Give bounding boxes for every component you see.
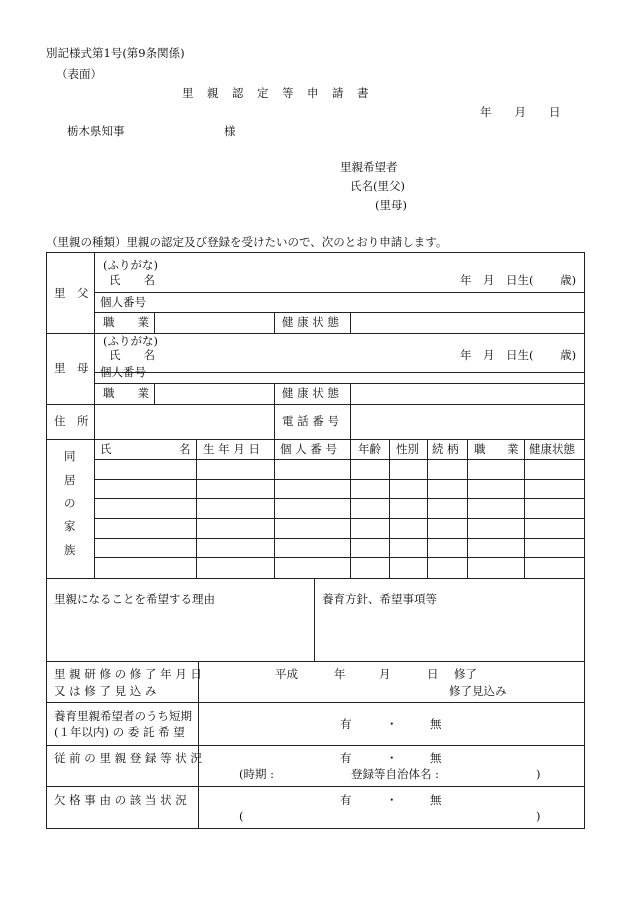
rule: [94, 479, 584, 480]
training-expected: 修了見込み: [449, 684, 507, 698]
shortterm-yes: 有: [340, 717, 352, 731]
shortterm-label-line1: 養育里親希望者のうち短期: [54, 709, 192, 723]
rule: [94, 292, 584, 293]
shortterm-no: 無: [430, 717, 442, 731]
father-mynumber-label: 個人番号: [100, 295, 146, 309]
household-col-sex: 性別: [396, 442, 419, 456]
rule: [94, 538, 584, 539]
rule: [94, 372, 584, 373]
household-col-mynumber: 個 人 番 号: [280, 442, 337, 456]
training-label-line1: 里 親 研 修 の 修 了 年 月 日: [54, 667, 202, 681]
rule: [46, 439, 584, 440]
father-section-label: 里 父: [54, 286, 89, 300]
previous-dot: ・: [386, 751, 398, 765]
rule: [46, 702, 584, 703]
rule: [46, 786, 584, 787]
rule: [94, 252, 95, 578]
previous-label: 従 前 の 里 親 登 録 等 状 況: [54, 751, 202, 765]
phone-label: 電 話 番 号: [282, 414, 339, 428]
father-furigana-label: (ふりがな): [103, 258, 158, 272]
rule: [94, 312, 584, 313]
training-day: 日: [427, 667, 439, 681]
side-indicator: （表面）: [56, 67, 102, 81]
rule: [350, 439, 351, 578]
household-label-char: 同: [64, 449, 76, 463]
rule: [427, 439, 428, 578]
previous-no: 無: [430, 751, 442, 765]
household-label-char: 家: [64, 519, 76, 533]
rule: [274, 383, 275, 404]
rule: [314, 578, 315, 661]
disqualification-close-paren: ): [536, 809, 541, 823]
mother-occupation-label: 職 業: [103, 386, 149, 400]
policy-label: 養育方針、希望事項等: [322, 592, 437, 606]
reason-label: 里親になることを希望する理由: [54, 592, 215, 606]
household-label-char: 族: [64, 543, 76, 557]
rule: [196, 439, 197, 578]
rule: [94, 498, 584, 499]
mother-birth-label: 年 月 日生( 歳): [460, 348, 577, 362]
rule: [274, 312, 275, 333]
applicant-name-label: 氏名(里父): [350, 179, 405, 193]
household-col-age: 年齢: [358, 442, 381, 456]
household-label-char: の: [64, 496, 76, 510]
mother-health-label: 健 康 状 態: [282, 386, 339, 400]
father-occupation-label: 職 業: [103, 315, 149, 329]
father-health-label: 健 康 状 態: [282, 315, 339, 329]
rule: [467, 439, 468, 578]
rule: [46, 661, 584, 662]
previous-municipality-label: 登録等自治体名 :: [351, 767, 440, 781]
rule: [94, 383, 584, 384]
mother-mynumber-label: 個人番号: [100, 365, 146, 379]
household-col-name-right: 名: [179, 442, 191, 456]
household-col-relation: 続 柄: [432, 442, 459, 456]
applicant-label: 里親希望者: [340, 160, 398, 174]
rule: [46, 745, 584, 746]
rule: [350, 312, 351, 333]
training-month: 月: [379, 667, 391, 681]
training-completed: 修了: [454, 667, 477, 681]
application-form-table: [46, 252, 584, 828]
household-col-name: 氏: [100, 442, 112, 456]
training-label-line2: 又 は 修 了 見 込 み: [54, 684, 157, 698]
rule: [524, 439, 525, 578]
address-label: 住 所: [54, 414, 89, 428]
rule: [350, 383, 351, 404]
mother-furigana-label: (ふりがな): [103, 334, 158, 348]
form-number: 別記様式第1号(第9条関係): [46, 46, 185, 60]
mother-section-label: 里 母: [54, 361, 89, 375]
previous-close-paren: ): [536, 767, 541, 781]
rule: [389, 439, 390, 578]
honorific: 様: [224, 124, 236, 138]
mother-name-label: 氏 名: [109, 348, 155, 362]
applicant-mother-label: (里母): [375, 198, 407, 212]
rule: [154, 383, 155, 404]
household-label-char: 居: [64, 473, 76, 487]
disqualification-label: 欠 格 事 由 の 該 当 状 況: [54, 793, 187, 807]
disqualification-no: 無: [430, 793, 442, 807]
household-col-occupation-right: 業: [507, 442, 519, 456]
previous-yes: 有: [340, 751, 352, 765]
document-title: 里 親 認 定 等 申 請 書: [182, 86, 370, 100]
shortterm-dot: ・: [386, 717, 398, 731]
application-date: 年 月 日: [480, 105, 561, 119]
training-era: 平成: [275, 667, 298, 681]
disqualification-yes: 有: [340, 793, 352, 807]
shortterm-label-line2: (１年以内) の 委 託 希 望: [54, 725, 185, 739]
rule: [154, 312, 155, 333]
disqualification-dot: ・: [386, 793, 398, 807]
previous-period-label: (時期 :: [239, 767, 275, 781]
intro-text: （里親の種類）里親の認定及び登録を受けたいので、次のとおり申請します。: [46, 235, 448, 249]
household-col-health: 健康状態: [529, 442, 575, 456]
rule: [94, 459, 584, 460]
rule: [46, 404, 584, 405]
addressee: 栃木県知事: [67, 124, 125, 138]
rule: [274, 404, 275, 439]
father-name-label: 氏 名: [109, 273, 155, 287]
rule: [94, 557, 584, 558]
father-birth-label: 年 月 日生( 歳): [460, 273, 577, 287]
household-col-occupation: 職: [474, 442, 486, 456]
rule: [94, 518, 584, 519]
rule: [274, 439, 275, 578]
rule: [198, 661, 199, 828]
training-year: 年: [334, 667, 346, 681]
rule: [350, 404, 351, 439]
rule: [46, 578, 584, 579]
disqualification-open-paren: (: [239, 809, 244, 823]
household-col-birth: 生 年 月 日: [203, 442, 260, 456]
